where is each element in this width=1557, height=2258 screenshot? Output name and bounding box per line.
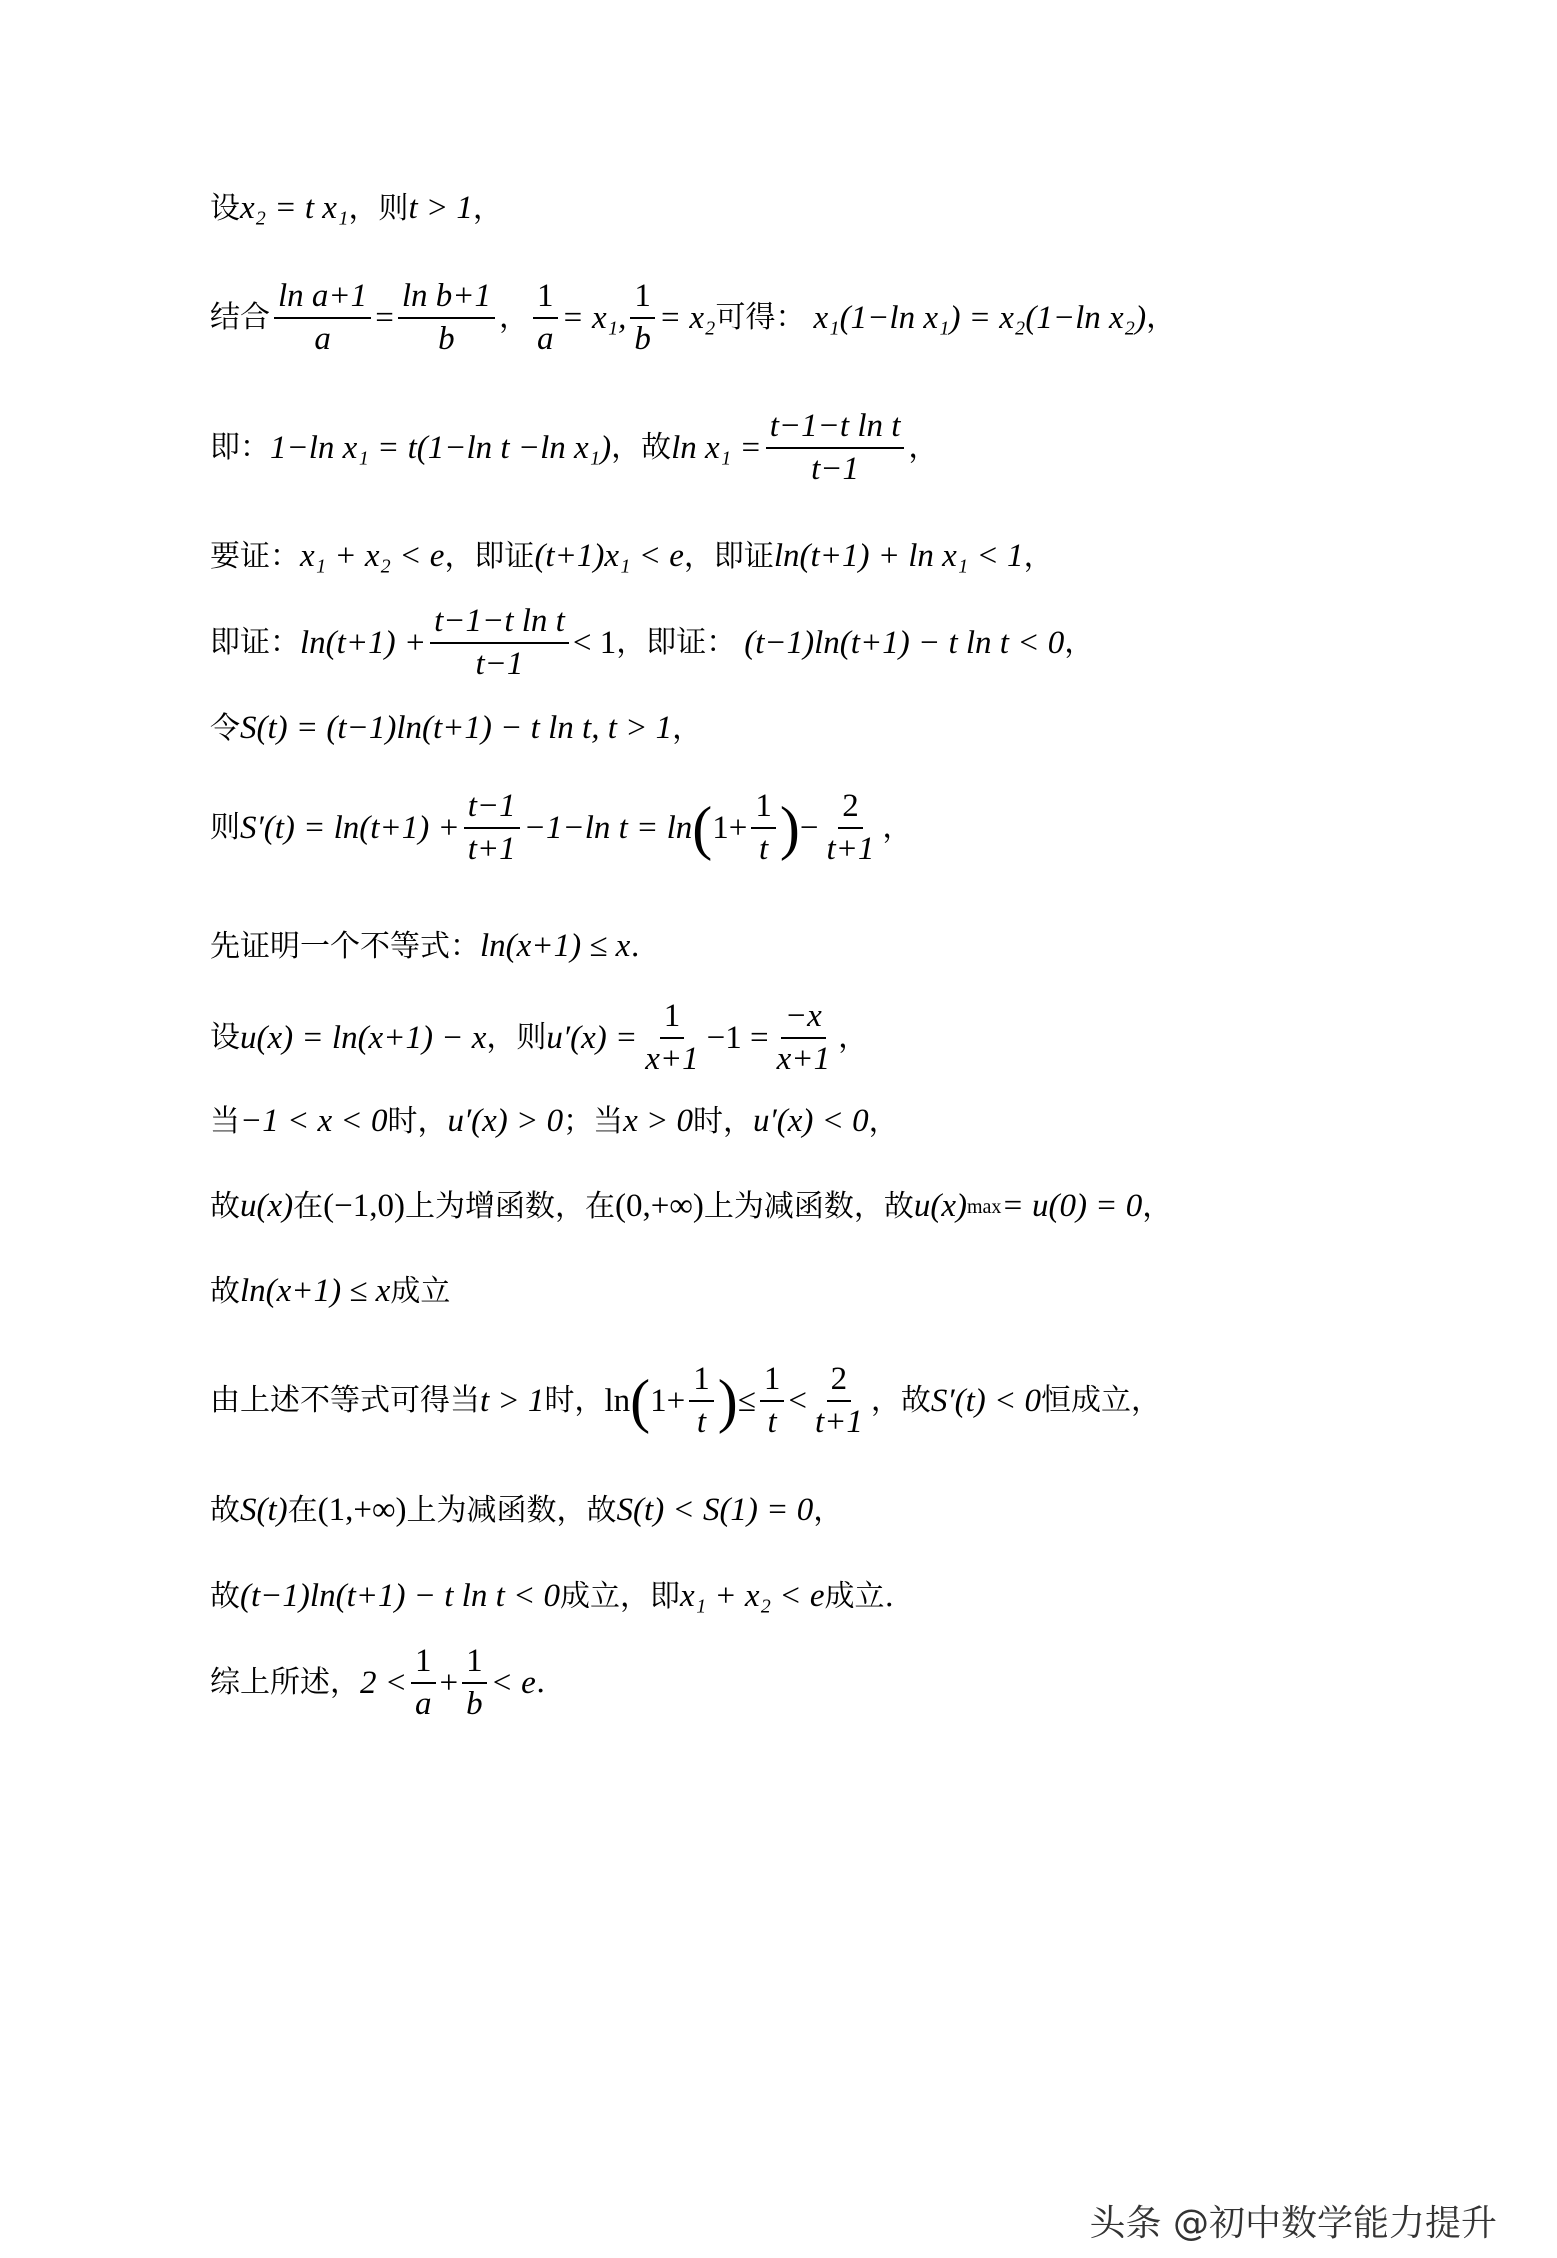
line-9: 设 u(x) = ln(x+1) − x ，则 u′(x) = $\frac{1}{x+1}$ −1 = $\frac{-x}{x+1}$ ， xyxy=(210,998,869,1077)
line-11: 故 u(x) 在 (−1,0) 上为增函数，在 (0,+∞) 上为减函数，故 u(x) max = u(0) = 0 ， xyxy=(210,1188,1173,1224)
line-7: 则 S′(t) = ln(t+1) + $\frac{t-1}{t+1}$ −1−ln t = ln ( 1+ $\frac{1}{t}$ ) − $\frac{2}{t+1}$ ， xyxy=(210,788,913,867)
text: ，则 xyxy=(348,190,409,226)
line-1 xyxy=(210,192,503,225)
formula: t > 1 xyxy=(408,190,473,226)
line-4: 要证： x₁ + x₂ < e ，即证 (t+1)x₁ < e ，即证 ln(t+1) + ln x₁ < 1 ， xyxy=(210,538,1054,574)
text: 结合 xyxy=(210,300,270,335)
line-8: 先证明一个不等式： ln(x+1) ≤ x . xyxy=(210,928,640,964)
fraction: $\frac{2}{t+1}$ xyxy=(814,1361,863,1440)
line-14: 故 S(t) 在 (1,+∞) 上为减函数，故 S(t) < S(1) = 0 ， xyxy=(210,1492,844,1528)
fraction: $\frac{1}{b}$ xyxy=(462,1645,487,1721)
fraction: $\frac{\text{t−1−t ln t}}{t-1}$ xyxy=(430,605,569,681)
line-16: 综上所述， 2 < $\frac{1}{a}$ + $\frac{1}{b}$ < e . xyxy=(210,1643,546,1722)
fraction: $\frac{1}{a}$ xyxy=(533,280,558,356)
fraction: $\frac{1}{x+1}$ xyxy=(645,998,699,1077)
formula: 1−ln x₁ = t(1−ln t −ln x₁) xyxy=(270,429,612,466)
fraction: $\frac{1}{a}$ xyxy=(411,1645,436,1721)
line-2: 结合 $\frac{\text{ln a+1}}{a}$ = $\frac{\text{ln b+1}}{b}$ ， $\frac{1}{a}$ = x₁, $\frac{1}{b}$ = x₂ 可得： x₁(1−ln x₁) = x₂(1−ln x₂) ， xyxy=(210,278,1177,357)
line-6: 令 S(t) = (t−1)ln(t+1) − t ln t, t > 1 ， xyxy=(210,710,703,746)
line-13: 由上述不等式可得当 t > 1 时， ln ( 1+ $\frac{1}{t}$ ) ≤ $\frac{1}{t}$ < $\frac{2}{t+1}$ ，故 S′(t) < 0 恒成立， xyxy=(210,1361,1162,1440)
watermark: 头条 @初中数学能力提升 xyxy=(1089,2203,1497,2244)
line-5: 即证： ln(t+1) + $\frac{\text{t−1−t ln t}}{t-1}$ < 1 ，即证： (t−1)ln(t+1) − t ln t < 0 ， xyxy=(210,603,1095,682)
fraction: $\frac{\text{ln b+1}}{b}$ xyxy=(398,280,495,356)
line-12: 故 ln(x+1) ≤ x 成立 xyxy=(210,1273,451,1309)
fraction: $\frac{1}{t}$ xyxy=(689,1363,714,1439)
line-10: 当 −1 < x < 0 时， u′(x) > 0 ；当 x > 0 时， u′(x) < 0 ， xyxy=(210,1103,899,1139)
fraction: $\frac{1}{t}$ xyxy=(751,790,776,866)
fraction: $\frac{t-1}{t+1}$ xyxy=(464,790,520,866)
fraction: $\frac{1}{t}$ xyxy=(760,1363,785,1439)
text: 设 xyxy=(210,190,240,226)
fraction: $\frac{2}{t+1}$ xyxy=(826,788,875,867)
formula: x₂ = t x₁ xyxy=(240,190,349,226)
fraction: $\frac{1}{b}$ xyxy=(630,280,655,356)
fraction: $\frac{\text{t−1−t ln t}}{t-1}$ xyxy=(766,410,905,486)
fraction: $\frac{-x}{x+1}$ xyxy=(776,998,831,1077)
formula: x₁(1−ln x₁) = x₂(1−ln x₂) xyxy=(813,299,1147,336)
line-15: 故 (t−1)ln(t+1) − t ln t < 0 成立，即 x₁ + x₂ < e 成立. xyxy=(210,1578,895,1614)
fraction: $\frac{\text{ln a+1}}{a}$ xyxy=(274,280,371,356)
line-3: 即： 1−ln x₁ = t(1−ln t −ln x₁) ，故 ln x₁ = $\frac{\text{t−1−t ln t}}{t-1}$ ， xyxy=(210,408,939,487)
text: ， xyxy=(472,190,503,226)
